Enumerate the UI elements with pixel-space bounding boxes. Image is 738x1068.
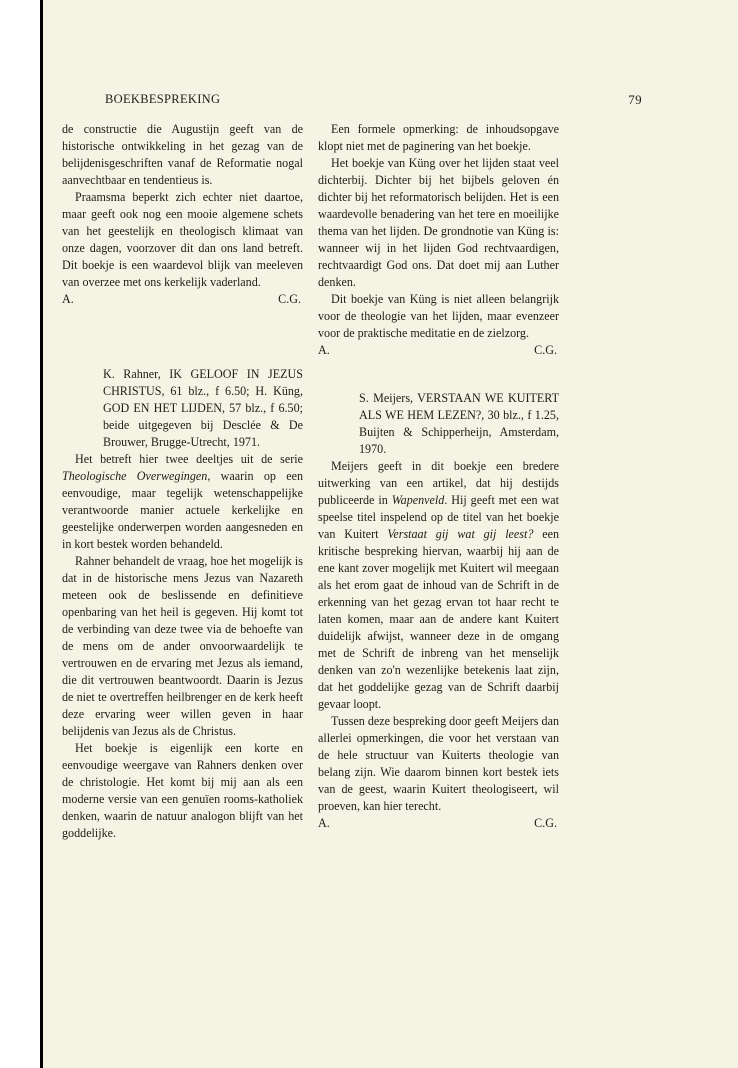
text-run: een kritische bespreking hiervan, waarbij hij aan de ene kant zover mogelijk met Kuitert wil meegaan als het erom gaat de inhoud van de Schrift in de erkenning van het gezag ervan tot haar recht te laten komen, maar aan de andere kant Kuitert duidelijk afwijst, wanneer deze in de omgang met de Schrift de inbreng van het menselijk denken van zo'n wezenlijke betekenis laat zijn, dat het goddelijke gezag van de Schrift daarbij gevaar loopt. [318,527,559,711]
paragraph: Tussen deze bespreking door geeft Meijers dan allerlei opmerkingen, die voor het verstaan van de hele structuur van Kuiterts theologie van belang zijn. Wie daarom binnen kort bestek iets van de geest, waarin Kuitert theologiseert, wil proeven, kan hier terecht. [318,714,559,813]
review-signature [318,815,559,832]
signature-initial: A. [62,292,74,306]
right-column [318,121,559,832]
review-signature [318,342,559,359]
review-signature [62,291,303,308]
paragraph: Het boekje van Küng over het lijden staat veel dichterbij. Dichter bij het bijbels geloven én dichter bij het reformatorisch belijden. Het is een waardevolle benadering van het tere en moeilijke thema van het lijden. De grondnotie van Küng is: wanneer wij in het lijden God rechtvaardigen, rechtvaardigt God ons. Dat doet mij aan Luther denken. [318,156,559,289]
paragraph [318,458,559,713]
book-title: Verstaat gij wat gij leest? [387,527,534,541]
page-header [105,92,642,110]
running-title: BOEKBESPREKING [105,92,221,106]
page-number: 79 [628,92,642,107]
bibliographic-entry: K. Rahner, IK GELOOF IN JEZUS CHRISTUS, 61 blz., f 6.50; H. Küng, GOD EN HET LIJDEN, 57 blz., f 6.50; beide uitgegeven bij Desclée & De Brouwer, Brugge-Utrecht, 1971. [103,367,303,449]
signature-author: C.G. [278,292,301,306]
paragraph: Het boekje is eigenlijk een korte en eenvoudige weergave van Rahners denken over de christologie. Het komt bij mij aan als een moderne versie van een genuïen rooms-katholiek denken, waarin de natuur analogon blijft van het goddelijke. [62,741,303,840]
signature-initial: A. [318,343,330,357]
left-column [62,121,303,842]
series-title: Theologische Overwegingen [62,469,208,483]
paragraph [62,451,303,553]
text-run: Het betreft hier twee deeltjes uit de serie [75,452,303,466]
signature-author: C.G. [534,816,557,830]
text-run: . Hij geeft met een wat speelse titel inspelend op de titel van het boekje van Kuitert [318,493,559,541]
text-run: Meijers geeft in dit boekje een bredere uitwerking van een artikel, dat hij destijds publiceerde in [318,459,559,507]
paragraph: Dit boekje van Küng is niet alleen belangrijk voor de theologie van het lijden, maar evenzeer voor de praktische meditatie en de zielzorg. [318,292,559,340]
paragraph: Een formele opmerking: de inhoudsopgave klopt niet met de paginering van het boekje. [318,122,559,153]
paragraph: Praamsma beperkt zich echter niet daartoe, maar geeft ook nog een mooie algemene schets van het geestelijk en theologisch klimaat van onze dagen, voorzover dit dan ons land betreft. Dit boekje is een waardevol blijk van meeleven van overzee met ons kerkelijk vaderland. [62,190,303,289]
signature-author: C.G. [534,343,557,357]
paragraph: de constructie die Augustijn geeft van de historische ontwikkeling in het gezag van de belijdenisgeschriften vanaf de Reformatie nogal aanvechtbaar en tendentieus is. [62,122,303,187]
signature-initial: A. [318,816,330,830]
journal-title: Wapenveld [391,493,445,507]
paragraph: Rahner behandelt de vraag, hoe het mogelijk is dat in de historische mens Jezus van Nazareth meteen ook de beslissende en definitieve openbaring van het heil is gegeven. Hij komt tot de verbinding van deze twee via de behoefte van de mens om de ander onvoorwaardelijk te vertrouwen en de ervaring met Jezus als iemand, die dit vertrouwen beantwoordt. Daarin is Jezus de niet te overtreffen heilbrenger en de kerk heeft deze ervaring weer willen geven in haar belijdenis van Jezus als de Christus. [62,554,303,738]
text-run: , waarin op een eenvoudige, maar tegelijk wetenschappelijke verantwoorde manier actuele kerkelijke en geestelijke onderwerpen worden aangesneden en in kort bestek worden behandeld. [62,469,303,551]
bibliographic-entry: S. Meijers, VERSTAAN WE KUITERT ALS WE HEM LEZEN?, 30 blz., f 1.25, Buijten & Schipperheijn, Amsterdam, 1970. [359,391,559,456]
